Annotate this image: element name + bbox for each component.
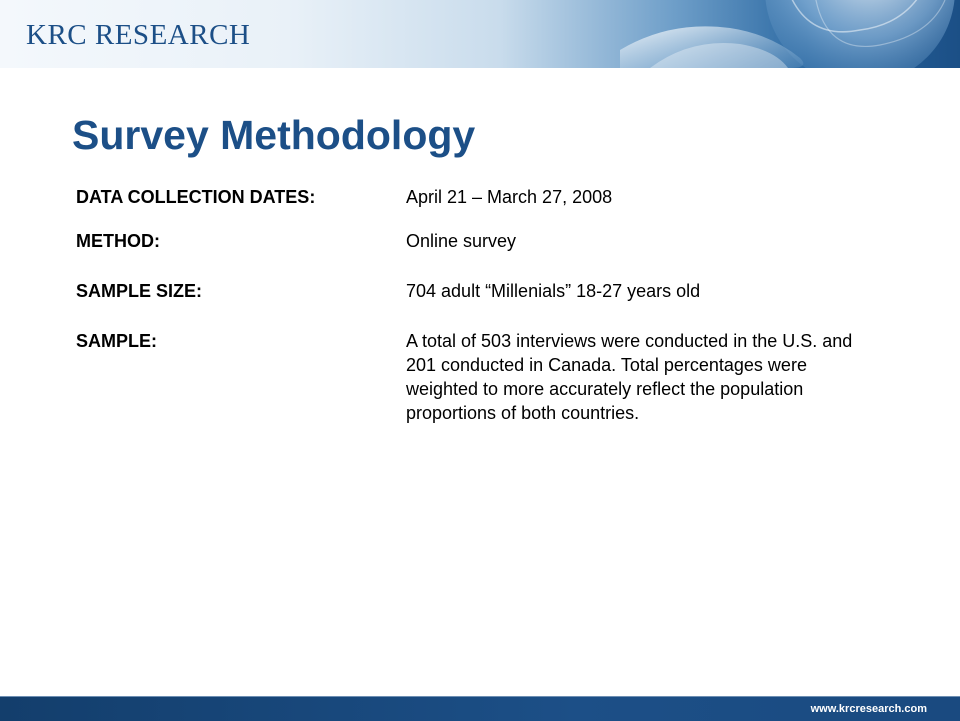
- page-title: Survey Methodology: [72, 112, 476, 158]
- krc-research-logo: KRC RESEARCH: [26, 19, 251, 51]
- footer-url: www.krcresearch.com: [810, 703, 927, 715]
- method-value: Online survey: [406, 231, 517, 251]
- data-collection-dates-label: DATA COLLECTION DATES:: [76, 187, 316, 207]
- method-label: METHOD:: [76, 231, 160, 251]
- hand-globe-icon: [560, 0, 960, 68]
- header-banner: [0, 0, 960, 68]
- sample-value: A total of 503 interviews were conducted in the U.S. and 201 conducted in Canada. Total percentages were weighted to more accurately reflect the population proportions of both countries.: [406, 331, 853, 423]
- sample-label: SAMPLE:: [76, 331, 157, 351]
- footer-bar: [0, 696, 960, 721]
- data-collection-dates-value: April 21 – March 27, 2008: [406, 187, 613, 207]
- sample-size-value: 704 adult “Millenials” 18-27 years old: [406, 281, 701, 301]
- sample-size-label: SAMPLE SIZE:: [76, 281, 203, 301]
